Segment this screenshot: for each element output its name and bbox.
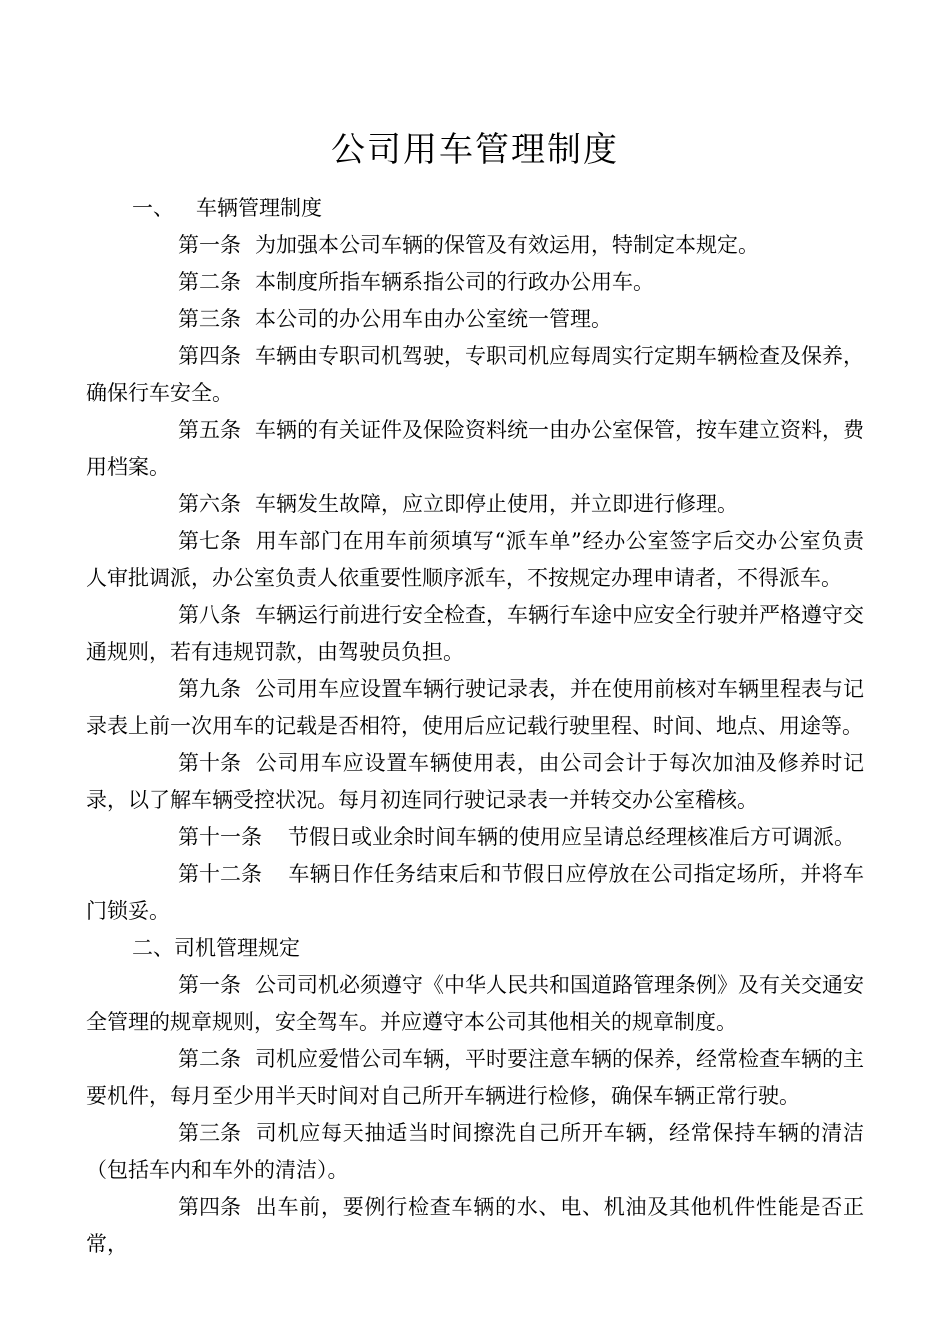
article-number: 第一条 (178, 973, 241, 997)
article (86, 1115, 864, 1189)
article-number: 第三条 (178, 1121, 241, 1145)
article (86, 671, 864, 745)
article-number: 第七条 (178, 529, 241, 553)
article-text: 公司用车应设置车辆使用表，由公司会计于每次加油及修养时记录，以了解车辆受控状况。每月初连同行驶记录表一并转交办公室稽核。 (86, 751, 864, 812)
article-number: 第二条 (178, 270, 241, 294)
section-title: 车辆管理制度 (196, 196, 322, 220)
article-number: 第一条 (178, 233, 241, 257)
article-number: 第四条 (178, 1195, 241, 1219)
article (86, 967, 864, 1041)
section-title: 司机管理规定 (174, 936, 300, 960)
article (86, 412, 864, 486)
article-text: 节假日或业余时间车辆的使用应呈请总经理核准后方可调派。 (288, 825, 855, 849)
article-number: 第五条 (178, 418, 241, 442)
article-text: 本公司的办公用车由办公室统一管理。 (255, 307, 612, 331)
article-number: 第八条 (178, 603, 241, 627)
article-text: 公司司机必须遵守《中华人民共和国道路管理条例》及有关交通安全管理的规章规则，安全驾车。并应遵守本公司其他相关的规章制度。 (86, 973, 864, 1034)
article-text: 车辆发生故障，应立即停止使用，并立即进行修理。 (255, 492, 738, 516)
article (86, 264, 864, 301)
article (86, 523, 864, 597)
section-number: 二、 (132, 936, 174, 960)
article (86, 856, 864, 930)
article-number: 第十二条 (178, 862, 262, 886)
article-text: 用车部门在用车前须填写“派车单”经办公室签字后交办公室负责人审批调派，办公室负责人依重要性顺序派车，不按规定办理申请者，不得派车。 (86, 529, 864, 590)
document-title: 公司用车管理制度 (331, 130, 619, 170)
section-heading (86, 190, 864, 227)
article-number: 第三条 (178, 307, 241, 331)
article-number: 第九条 (178, 677, 241, 701)
section-number: 一、 (132, 196, 174, 220)
article (86, 1041, 864, 1115)
article-text: 车辆运行前进行安全检查，车辆行车途中应安全行驶并严格遵守交通规则，若有违规罚款，由驾驶员负担。 (86, 603, 864, 664)
article (86, 819, 864, 856)
article-text: 司机应每天抽适当时间擦洗自己所开车辆，经常保持车辆的清洁（包括车内和车外的清洁）。 (86, 1121, 864, 1182)
article-number: 第四条 (178, 344, 241, 368)
article-number: 第二条 (178, 1047, 241, 1071)
article-text: 公司用车应设置车辆行驶记录表，并在使用前核对车辆里程表与记录表上前一次用车的记载是否相符，使用后应记载行驶里程、时间、地点、用途等。 (86, 677, 864, 738)
document-body (86, 190, 864, 1263)
article-text: 车辆的有关证件及保险资料统一由办公室保管，按车建立资料，费用档案。 (86, 418, 864, 479)
article-text: 车辆日作任务结束后和节假日应停放在公司指定场所，并将车门锁妥。 (86, 862, 864, 923)
article-text: 车辆由专职司机驾驶，专职司机应每周实行定期车辆检查及保养，确保行车安全。 (86, 344, 864, 405)
section-heading (86, 930, 864, 967)
article-text: 司机应爱惜公司车辆，平时要注意车辆的保养，经常检查车辆的主要机件，每月至少用半天时间对自己所开车辆进行检修，确保车辆正常行驶。 (86, 1047, 864, 1108)
article-text: 本制度所指车辆系指公司的行政办公用车。 (255, 270, 654, 294)
article (86, 338, 864, 412)
article (86, 227, 864, 264)
article-number: 第六条 (178, 492, 241, 516)
article-text: 出车前，要例行检查车辆的水、电、机油及其他机件性能是否正常， (86, 1195, 864, 1256)
article (86, 1189, 864, 1263)
article (86, 301, 864, 338)
article-text: 为加强本公司车辆的保管及有效运用，特制定本规定。 (255, 233, 759, 257)
article (86, 597, 864, 671)
article (86, 486, 864, 523)
article (86, 745, 864, 819)
article-number: 第十条 (178, 751, 241, 775)
article-number: 第十一条 (178, 825, 262, 849)
